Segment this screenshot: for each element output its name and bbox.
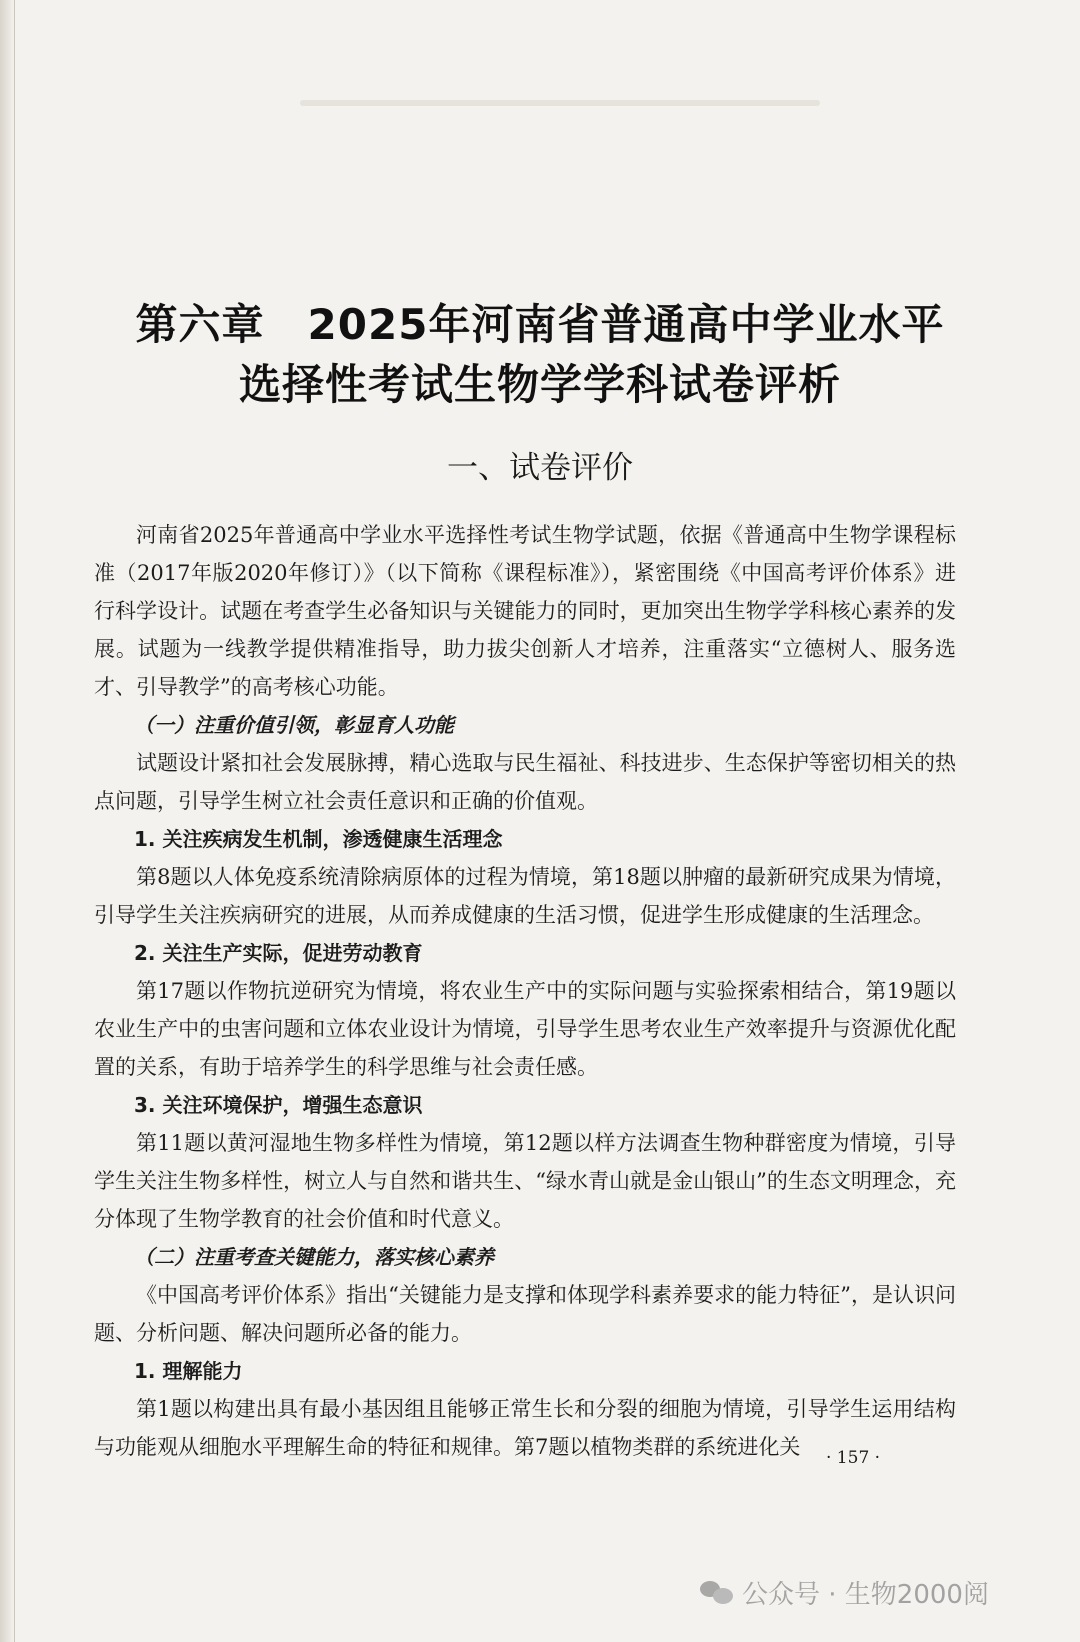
wechat-icon xyxy=(700,1579,734,1605)
paragraph: 试题设计紧扣社会发展脉搏，精心选取与民生福祉、科技进步、生态保护等密切相关的热点问题，引导学生树立社会责任意识和正确的价值观。 xyxy=(94,751,956,813)
show-through-text xyxy=(300,100,820,106)
section-title: 一、试卷评价 xyxy=(447,450,633,486)
paragraph: 第11题以黄河湿地生物多样性为情境，第12题以样方法调查生物种群密度为情境，引导学生关注生物多样性，树立人与自然和谐共生、“绿水青山就是金山银山”的生态文明理念，充分体现了生物学教育的社会价值和时代意义。 xyxy=(94,1131,956,1231)
paragraph: 第1题以构建出具有最小基因组且能够正常生长和分裂的细胞为情境，引导学生运用结构与功能观从细胞水平理解生命的特征和规律。第7题以植物类群的系统进化关 xyxy=(94,1397,956,1459)
paragraph: 第17题以作物抗逆研究为情境，将农业生产中的实际问题与实验探索相结合，第19题以农业生产中的虫害问题和立体农业设计为情境，引导学生思考农业生产效率提升与资源优化配置的关系，有助于培养学生的科学思维与社会责任感。 xyxy=(94,979,956,1079)
numbered-heading: 1. 关注疾病发生机制，渗透健康生活理念 xyxy=(134,827,503,851)
subsection-heading: （一）注重价值引领，彰显育人功能 xyxy=(134,713,454,737)
watermark-text: 公众号 · 生物2000阅 xyxy=(742,1579,989,1610)
chapter-title-line-2: 选择性考试生物学学科试卷评析 xyxy=(238,360,841,409)
numbered-heading: 3. 关注环境保护，增强生态意识 xyxy=(134,1093,423,1117)
body-text xyxy=(94,516,956,1466)
paragraph: 河南省2025年普通高中学业水平选择性考试生物学试题，依据《普通高中生物学课程标准（2017年版2020年修订）》（以下简称《课程标准》），紧密围绕《中国高考评价体系》进行科学设计。试题在考查学生必备知识与关键能力的同时，更加突出生物学学科核心素养的发展。试题为一线教学提供精准指导，助力拔尖创新人才培养，注重落实“立德树人、服务选才、引导教学”的高考核心功能。 xyxy=(94,523,956,699)
numbered-heading: 2. 关注生产实际，促进劳动教育 xyxy=(134,941,423,965)
paragraph: 第8题以人体免疫系统清除病原体的过程为情境，第18题以肿瘤的最新研究成果为情境，引导学生关注疾病研究的进展，从而养成健康的生活习惯，促进学生形成健康的生活理念。 xyxy=(94,865,956,927)
watermark xyxy=(700,1572,1060,1612)
numbered-heading: 1. 理解能力 xyxy=(134,1359,243,1383)
chapter-title-line-1: 第六章 2025年河南省普通高中学业水平 xyxy=(135,300,945,349)
page-binding-edge xyxy=(0,0,15,1642)
page-number: · 157 · xyxy=(826,1448,881,1468)
subsection-heading: （二）注重考查关键能力，落实核心素养 xyxy=(134,1245,494,1269)
paragraph: 《中国高考评价体系》指出“关键能力是支撑和体现学科素养要求的能力特征”，是认识问题、分析问题、解决问题所必备的能力。 xyxy=(94,1283,956,1345)
